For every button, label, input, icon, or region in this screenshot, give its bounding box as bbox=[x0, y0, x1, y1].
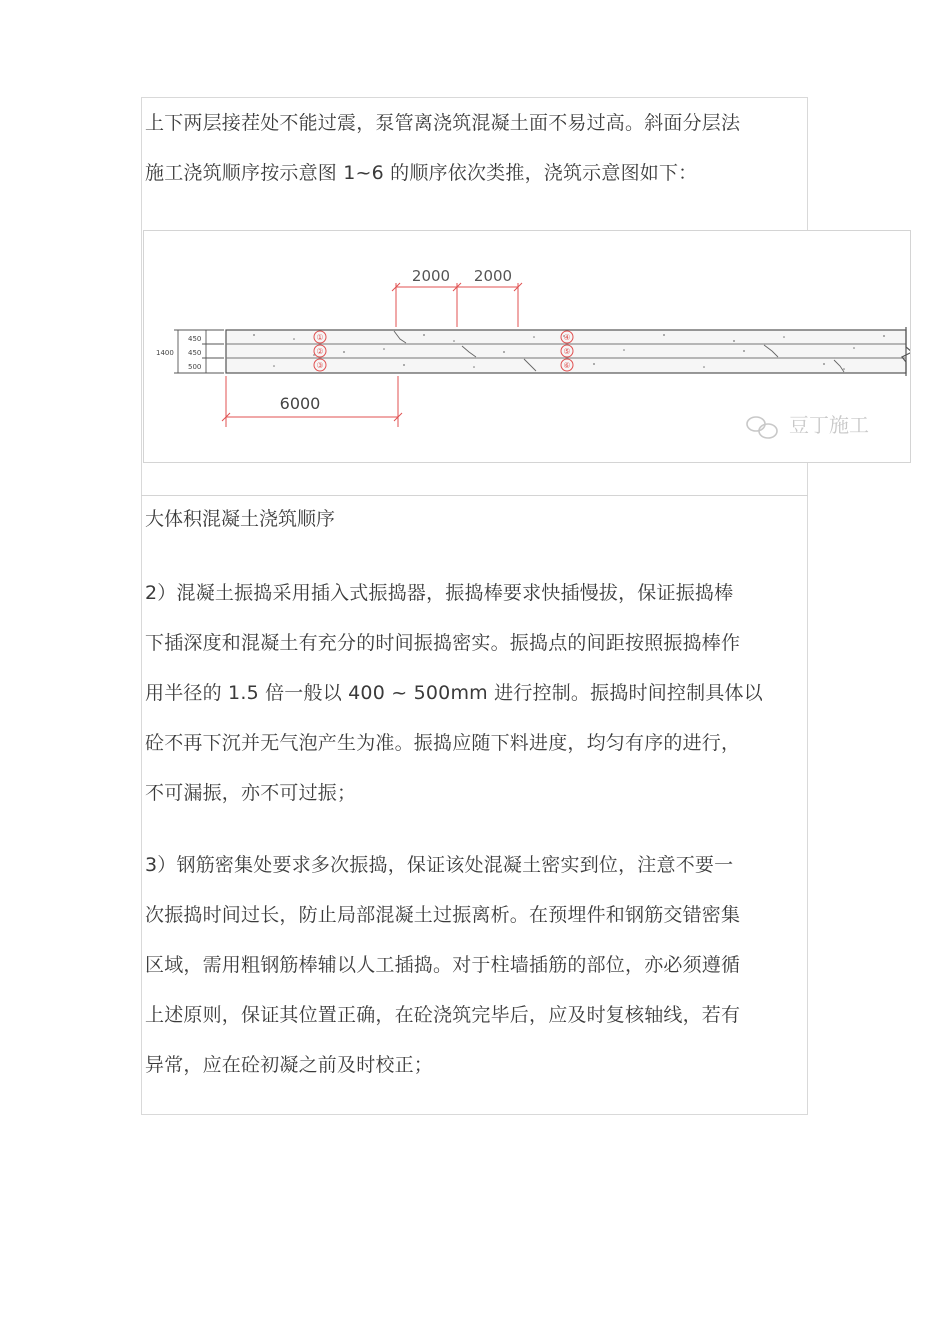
marker-label: ⑥ bbox=[563, 361, 571, 370]
paragraph-line: 下插深度和混凝土有充分的时间振捣密实。振捣点的间距按照振捣棒作 bbox=[145, 632, 741, 654]
marker-label: ⑤ bbox=[563, 347, 571, 356]
figure-caption: 大体积混凝土浇筑顺序 bbox=[145, 508, 336, 530]
top-dimension bbox=[392, 283, 522, 327]
watermark-text: 豆丁施工 bbox=[789, 413, 869, 437]
watermark-logo bbox=[747, 417, 777, 438]
caption-divider bbox=[141, 495, 808, 496]
paragraph-line: 2）混凝土振捣采用插入式振捣器，振捣棒要求快插慢拔，保证振捣棒 bbox=[145, 582, 734, 604]
dimension-label: 6000 bbox=[279, 394, 321, 413]
dimension-label: 500 bbox=[188, 363, 202, 371]
dimension-label: 450 bbox=[188, 335, 202, 343]
marker-label: ① bbox=[316, 333, 324, 342]
dimension-label: 2000 bbox=[411, 267, 451, 285]
intro-line: 上下两层接茬处不能过震，泵管离浇筑混凝土面不易过高。斜面分层法 bbox=[145, 112, 741, 134]
paragraph-line: 次振捣时间过长，防止局部混凝土过振离析。在预埋件和钢筋交错密集 bbox=[145, 904, 741, 926]
marker-label: ③ bbox=[316, 361, 324, 370]
pour-sequence-diagram bbox=[144, 231, 910, 462]
paragraph-line: 用半径的 1.5 倍一般以 400 ~ 500mm 进行控制。振捣时间控制具体以 bbox=[145, 682, 763, 704]
marker-label: ④ bbox=[563, 333, 571, 342]
paragraph-line: 上述原则，保证其位置正确，在砼浇筑完毕后，应及时复核轴线，若有 bbox=[145, 1004, 741, 1026]
pour-sequence-figure bbox=[143, 230, 911, 463]
paragraph-rebar bbox=[145, 840, 813, 1090]
dimension-label: 1400 bbox=[156, 349, 174, 357]
intro-line: 施工浇筑顺序按示意图 1~6 的顺序依次类推，浇筑示意图如下： bbox=[145, 162, 698, 184]
paragraph-line: 3）钢筋密集处要求多次振捣，保证该处混凝土密实到位，注意不要一 bbox=[145, 854, 734, 876]
intro-paragraph bbox=[145, 98, 813, 198]
paragraph-line: 区域，需用粗钢筋棒辅以人工插捣。对于柱墙插筋的部位，亦必须遵循 bbox=[145, 954, 741, 976]
paragraph-vibration bbox=[145, 568, 813, 818]
dimension-label: 2000 bbox=[473, 267, 513, 285]
paragraph-line: 不可漏振，亦不可过振； bbox=[145, 782, 357, 804]
paragraph-line: 砼不再下沉并无气泡产生为准。振捣应随下料进度，均匀有序的进行， bbox=[145, 732, 741, 754]
marker-label: ② bbox=[316, 347, 324, 356]
paragraph-line: 异常，应在砼初凝之前及时校正； bbox=[145, 1054, 434, 1076]
dimension-label: 450 bbox=[188, 349, 202, 357]
